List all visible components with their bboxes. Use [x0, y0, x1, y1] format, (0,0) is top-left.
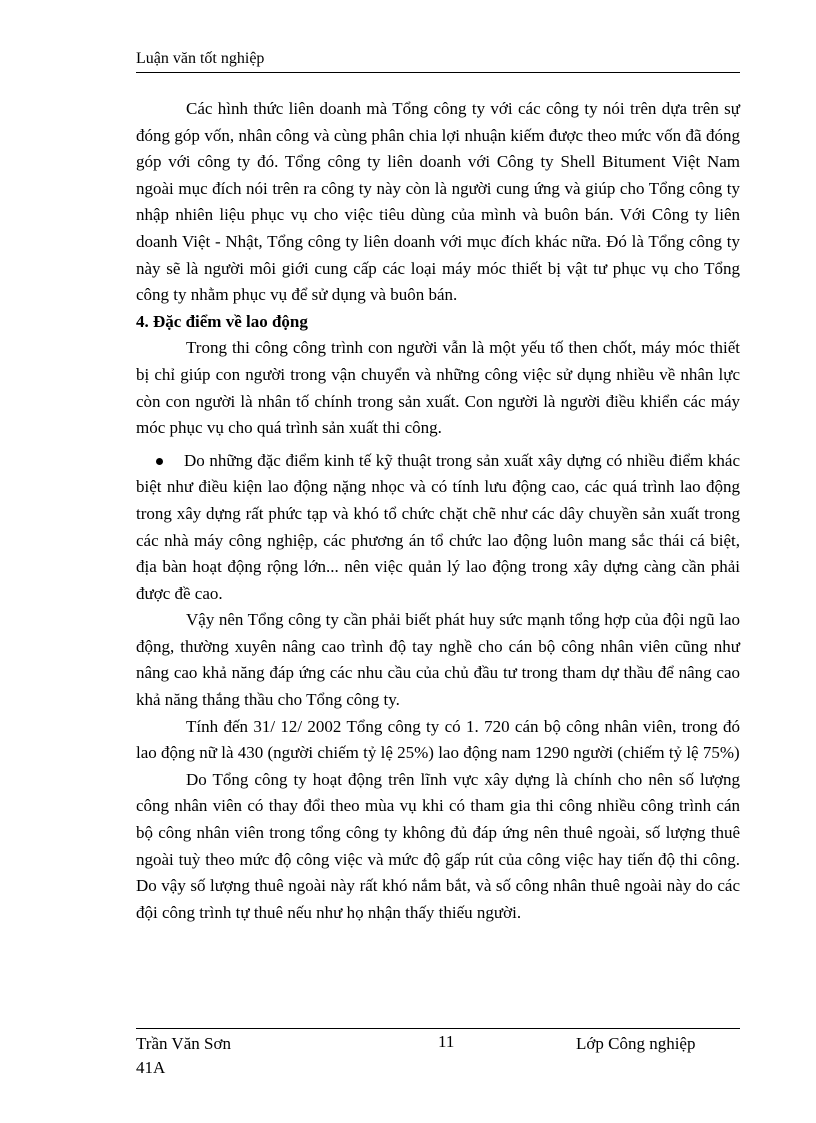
paragraph-seasonal-hiring: Do Tổng công ty hoạt động trên lĩnh vực xây dựng là chính cho nên số lượng công nhân viên có thay đổi theo mùa vụ khi có tham gia thi công nhiều công trình cán bộ công nhân viên trong tổng công ty không đủ đáp ứng nên thuê ngoài, số lượng thuê ngoài tuỳ theo mức độ công việc và mức độ gấp rút của công việc hay tiến độ thi công. Do vậy số lượng thuê ngoài này rất khó nắm bắt, và số công nhân thuê ngoài này do các đội công trình tự thuê nếu như họ nhận thấy thiếu người. — [136, 769, 740, 922]
paragraph-workforce-strength: Vậy nên Tổng công ty cần phải biết phát huy sức mạnh tổng hợp của đội ngũ lao động, thường xuyên nâng cao trình độ tay nghề cho cán bộ công nhân viên cũng như nâng cao khả năng đáp ứng các nhu cầu của chủ đầu tư trong tham dự thầu để nâng cao khả năng thắng thầu cho Tổng công ty. — [136, 610, 740, 710]
paragraph-construction-labor: Trong thi công công trình con người vẫn là một yếu tố then chốt, máy móc thiết bị chỉ giúp con người trong vận chuyển và những công việc sử dụng nhiều về nhân lực còn con người là nhân tố chính trong sản xuất. Con người là người điều khiển các máy móc phục vụ cho quá trình sản xuất thi công. — [136, 338, 740, 438]
paragraph-employee-statistics: Tính đến 31/ 12/ 2002 Tổng công ty có 1. 720 cán bộ công nhân viên, trong đó lao động nữ là 430 (người chiếm tỷ lệ 25%) lao động nam 1290 người (chiếm tỷ lệ 75%) — [136, 716, 740, 763]
page-number: 11 — [438, 1032, 455, 1051]
document-body — [136, 96, 740, 926]
paragraph-joint-venture: Các hình thức liên doanh mà Tổng công ty với các công ty nói trên dựa trên sự đóng góp vốn, nhân công và cùng phân chia lợi nhuận kiếm được theo mức vốn đã đóng góp với công ty đó. Tổng công ty liên doanh với Công ty Shell Bitument Việt Nam ngoài mục đích nói trên ra công ty này còn là người cung ứng và giúp cho Tổng công ty nhập nhiên liệu phục vụ cho việc tiêu dùng của mình và buôn bán. Với Công ty liên doanh Việt - Nhật, Tổng công ty liên doanh với mục đích khác nữa. Đó là Tổng công ty này sẽ là người môi giới cung cấp các loại máy móc thiết bị vật tư phục vụ cho Tổng công ty nhằm phục vụ để sử dụng và buôn bán. — [136, 99, 740, 305]
bullet-item-labor-characteristics — [136, 448, 740, 608]
page-header: Luận văn tốt nghiệp — [136, 48, 740, 73]
section-heading-labor: 4. Đặc điểm về lao động — [136, 311, 308, 331]
footer-author: Trần Văn Sơn — [136, 1034, 231, 1053]
bullet-icon — [156, 458, 163, 465]
footer-divider — [136, 1028, 740, 1029]
footer-class-code: 41A — [136, 1058, 166, 1077]
bullet-text: Do những đặc điểm kinh tế kỹ thuật trong sản xuất xây dựng có nhiều điểm khác biệt như điều kiện lao động nặng nhọc và có tính lưu động cao, các quá trình lao động trong xây dựng rất phức tạp và khó tổ chức chặt chẽ như các dây chuyền sản xuất trong các nhà máy công nghiệp, các phương án tổ chức lao động luôn mang sắc thái cá biệt, địa bàn hoạt động rộng lớn... nên việc quản lý lao động trong xây dựng càng cần phải được đề cao. — [136, 450, 740, 603]
footer-class-name: Lớp Công nghiệp — [576, 1034, 696, 1053]
